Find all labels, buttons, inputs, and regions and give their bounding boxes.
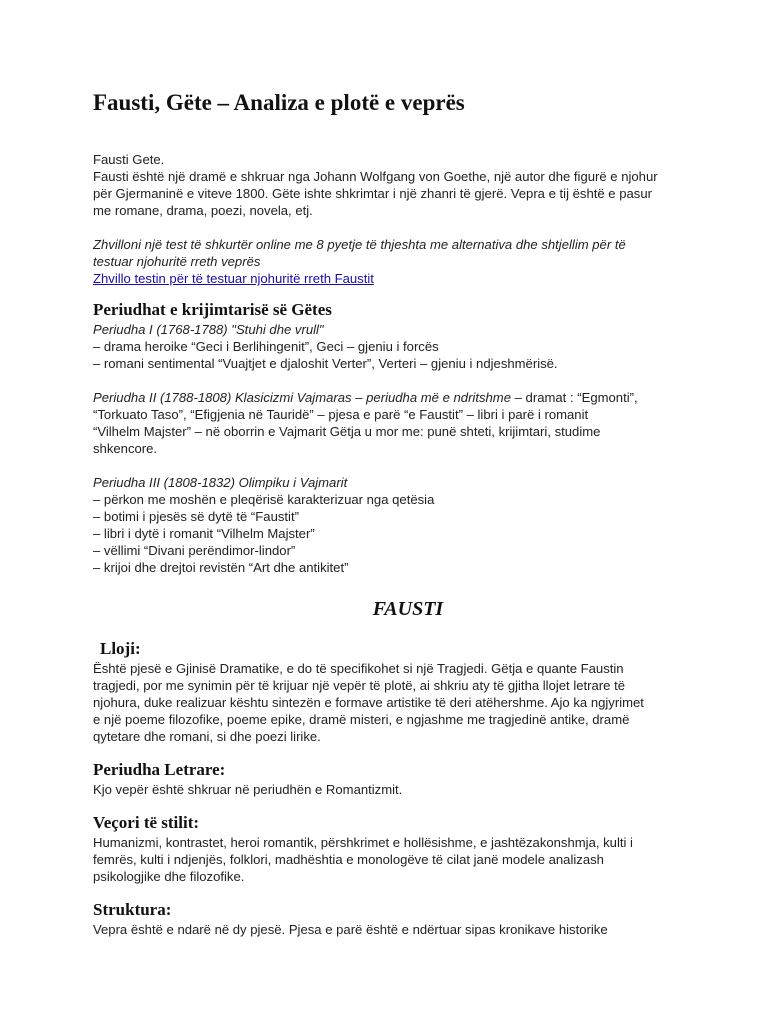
- list-item: – krijoi dhe drejtoi revistën “Art dhe antikitet”: [93, 560, 349, 575]
- lloji-paragraph: [93, 660, 723, 745]
- intro-line: Fausti Gete.: [93, 152, 165, 167]
- period-text: “Torkuato Taso”, “Efigjenia në Tauridë” – pjesa e parë “e Faustit” – libri i parë i romanit: [93, 407, 589, 422]
- period-text: shkencore.: [93, 441, 158, 456]
- document-body: [93, 88, 723, 938]
- quiz-paragraph: [93, 236, 723, 287]
- section-heading: Periudha Letrare:: [93, 760, 226, 779]
- paragraph-line: femrës, kulti i ndjenjës, folklori, madhështia e monologëve të cilat janë modele analizash: [93, 852, 604, 867]
- period-title: Periudha I (1768-1788) "Stuhi dhe vrull": [93, 322, 324, 337]
- list-item: – drama heroike “Geci i Berlihingenit”, Geci – gjeniu i forcës: [93, 339, 439, 354]
- periods-heading: Periudhat e krijimtarisë së Gëtes: [93, 300, 332, 319]
- period-2: [93, 389, 723, 457]
- intro-paragraph: [93, 151, 723, 219]
- list-item: – libri i dytë i romanit “Vilhelm Majster”: [93, 526, 315, 541]
- period-title: Periudha III (1808-1832) Olimpiku i Vajmarit: [93, 475, 348, 490]
- period-title: Periudha II (1788-1808) Klasicizmi Vajmaras – periudha më e ndritshme: [93, 390, 511, 405]
- period-3: [93, 474, 723, 576]
- paragraph-line: Kjo vepër është shkruar në periudhën e Romantizmit.: [93, 782, 403, 797]
- paragraph-line: Vepra është e ndarë në dy pjesë. Pjesa e parë është e ndërtuar sipas kronikave historike: [93, 922, 608, 937]
- stili-paragraph: [93, 834, 723, 885]
- section-title: FAUSTI: [372, 598, 444, 620]
- paragraph-line: njohura, duke realizuar kështu sintezën e formave artistike të deri atëhershme. Ajo ka ngjyrimet: [93, 695, 644, 710]
- paragraph-line: qytetare dhe romani, si dhe poezi lirike.: [93, 729, 321, 744]
- paragraph-line: psikologjike dhe filozofike.: [93, 869, 245, 884]
- intro-line: Fausti është një dramë e shkruar nga Johann Wolfgang von Goethe, një autor dhe figurë e njohur: [93, 169, 658, 184]
- period-text: “Vilhelm Majster” – në oborrin e Vajmarit Gëtja u mor me: punë shteti, krijimtari, studime: [93, 424, 601, 439]
- paragraph-line: tragjedi, por me synimin për të krijuar një vepër të plotë, ai shkriu aty të gjitha llojet letrare të: [93, 678, 626, 693]
- list-item: – përkon me moshën e pleqërisë karakterizuar nga qetësia: [93, 492, 435, 507]
- intro-line: me romane, drama, poezi, novela, etj.: [93, 203, 313, 218]
- period-1: [93, 321, 723, 372]
- struktura-paragraph: [93, 921, 723, 938]
- list-item: – romani sentimental “Vuajtjet e djaloshit Verter”, Verteri – gjeniu i ndjeshmërisë.: [93, 356, 558, 371]
- intro-line: për Gjermaninë e viteve 1800. Gëte ishte shkrimtar i një zhanri të gjerë. Vepra e tij është e pasur: [93, 186, 652, 201]
- list-item: – vëllimi “Divani perëndimor-lindor”: [93, 543, 296, 558]
- section-heading: Veçori të stilit:: [93, 813, 200, 832]
- page-title: Fausti, Gëte – Analiza e plotë e veprës: [93, 90, 465, 115]
- letrare-paragraph: [93, 781, 723, 798]
- paragraph-line: Është pjesë e Gjinisë Dramatike, e do të specifikohet si një Tragjedi. Gëtja e quante Faustin: [93, 661, 624, 676]
- quiz-text: Zhvilloni një test të shkurtër online me 8 pyetje të thjeshta me alternativa dhe shtjellim për të: [93, 237, 626, 252]
- list-item: – botimi i pjesës së dytë të “Faustit”: [93, 509, 299, 524]
- section-heading: Lloji:: [100, 639, 141, 658]
- section-heading: Struktura:: [93, 900, 172, 919]
- quiz-text: testuar njohuritë rreth veprës: [93, 254, 261, 269]
- paragraph-line: e një poeme filozofike, poeme epike, dramë misteri, e ngjashme me tragjedinë antike, dramë: [93, 712, 630, 727]
- period-text: – dramat : “Egmonti”,: [511, 390, 638, 405]
- quiz-link[interactable]: Zhvillo testin për të testuar njohuritë rreth Faustit: [93, 271, 374, 286]
- paragraph-line: Humanizmi, kontrastet, heroi romantik, përshkrimet e hollësishme, e jashtëzakonshmja, kulti i: [93, 835, 633, 850]
